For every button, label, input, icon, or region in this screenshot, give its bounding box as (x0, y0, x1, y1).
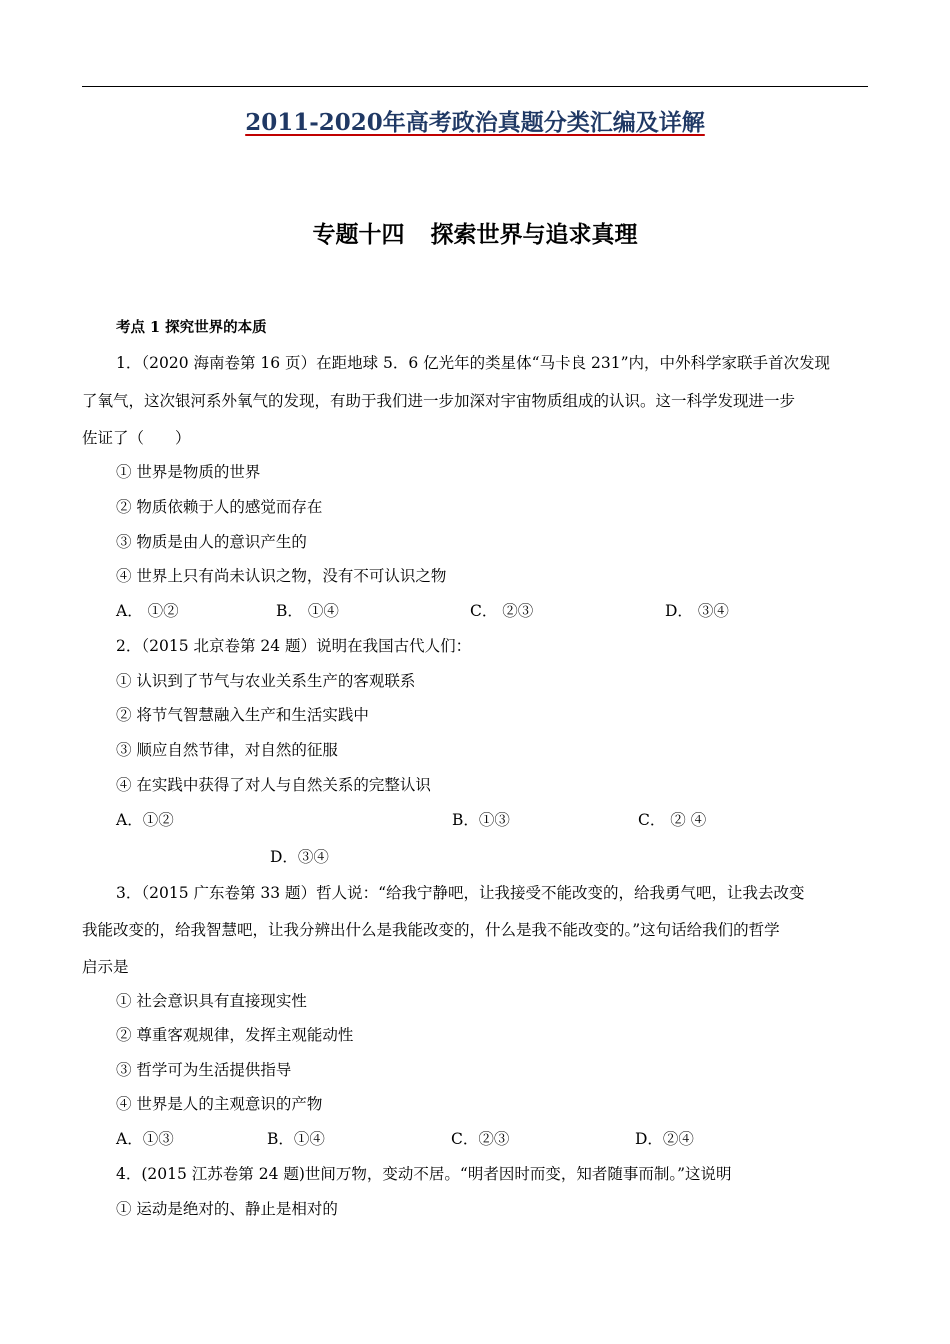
question-4-item: ① 运动是绝对的、静止是相对的 (116, 1200, 338, 1218)
option-d: D．③④ (270, 848, 329, 866)
question-3-item: ④ 世界是人的主观意识的产物 (116, 1095, 323, 1113)
option-d: D． ③④ (665, 602, 729, 620)
question-2-item: ④ 在实践中获得了对人与自然关系的完整认识 (116, 776, 431, 794)
option-d: D．②④ (635, 1130, 694, 1148)
option-b: B．①④ (267, 1130, 325, 1148)
option-c: C． ② ④ (638, 811, 707, 829)
question-3-text: 我能改变的，给我智慧吧，让我分辨出什么是我能改变的，什么是我不能改变的。”这句话给我们的哲学 (82, 921, 780, 939)
option-a: A．①② (116, 811, 174, 829)
question-3-item: ② 尊重客观规律，发挥主观能动性 (116, 1026, 354, 1044)
section-heading: 考点 1 探究世界的本质 (116, 319, 267, 336)
question-1-item: ① 世界是物质的世界 (116, 463, 261, 481)
question-1-text: 了氧气，这次银河系外氧气的发现，有助于我们进一步加深对宇宙物质组成的认识。这一科学发现进一步 (82, 392, 796, 410)
option-a: A． ①② (116, 602, 179, 620)
header-rule (82, 86, 868, 87)
option-b: B． ①④ (276, 602, 339, 620)
question-1-item: ② 物质依赖于人的感觉而存在 (116, 498, 323, 516)
question-4-text: 4．(2015 江苏卷第 24 题)世间万物，变动不居。“明者因时而变，知者随事而制。”这说明 (116, 1165, 732, 1183)
question-1-item: ③ 物质是由人的意识产生的 (116, 533, 307, 551)
option-a: A．①③ (116, 1130, 174, 1148)
question-2-item: ① 认识到了节气与农业关系生产的客观联系 (116, 672, 416, 690)
option-c: C． ②③ (470, 602, 534, 620)
question-3-item: ③ 哲学可为生活提供指导 (116, 1061, 292, 1079)
chapter-heading (0, 216, 950, 249)
question-1-item: ④ 世界上只有尚未认识之物，没有不可认识之物 (116, 567, 447, 585)
option-c: C．②③ (451, 1130, 510, 1148)
question-3-text: 3．（2015 广东卷第 33 题）哲人说：“给我宁静吧，让我接受不能改变的，给我勇气吧，让我去改变 (116, 884, 805, 902)
question-3-text: 启示是 (82, 958, 129, 976)
question-2-item: ③ 顺应自然节律，对自然的征服 (116, 741, 338, 759)
question-3-item: ① 社会意识具有直接现实性 (116, 992, 307, 1010)
document-title: 2011-2020年高考政治真题分类汇编及详解 (245, 109, 705, 136)
question-2-item: ② 将节气智慧融入生产和生活实践中 (116, 706, 369, 724)
question-1-text: 1．（2020 海南卷第 16 页）在距地球 5．6 亿光年的类星体“马卡良 231”内，中外科学家联手首次发现 (116, 354, 831, 372)
option-b: B．①③ (452, 811, 510, 829)
chapter-number: 专题十四 (312, 222, 405, 248)
chapter-name: 探索世界与追求真理 (430, 222, 638, 248)
question-2-text: 2．（2015 北京卷第 24 题）说明在我国古代人们： (116, 637, 472, 655)
question-1-text: 佐证了（ ） (82, 429, 191, 447)
